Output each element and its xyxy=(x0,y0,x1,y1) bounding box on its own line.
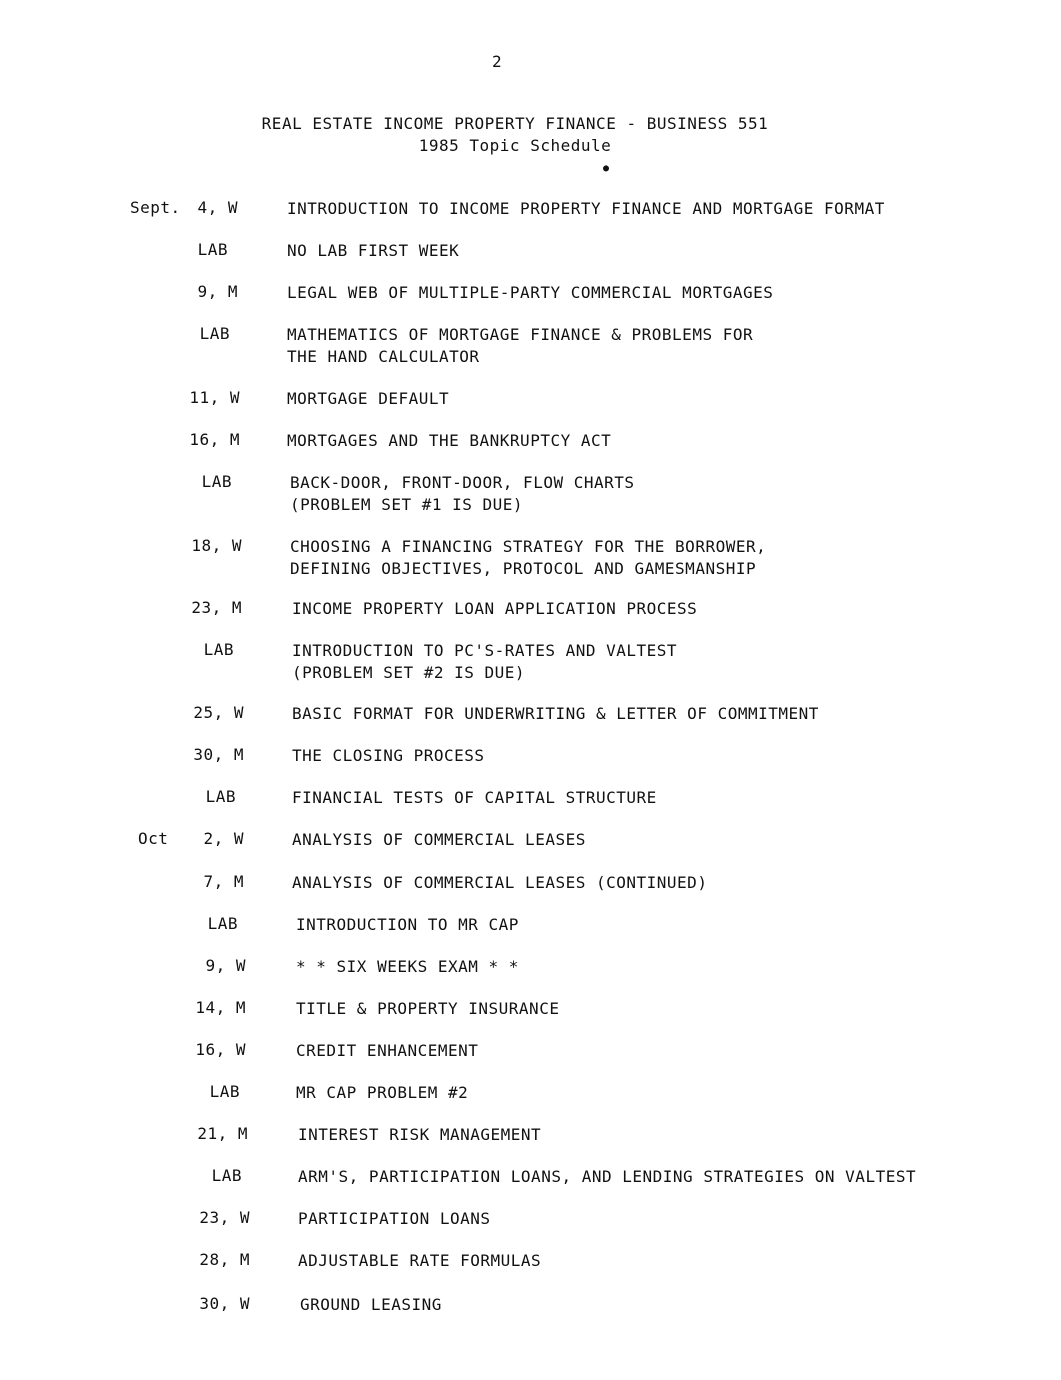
topic-line: ANALYSIS OF COMMERCIAL LEASES xyxy=(292,830,586,849)
session-date: LAB xyxy=(211,1166,242,1185)
session-topic xyxy=(298,1166,916,1188)
session-date: 30, W xyxy=(199,1294,250,1313)
schedule-row xyxy=(0,198,1061,242)
schedule-row xyxy=(0,956,1061,1000)
session-topic xyxy=(287,430,611,452)
session-date: LAB xyxy=(199,324,230,343)
schedule-row xyxy=(0,1208,1061,1252)
schedule-row xyxy=(0,472,1061,516)
session-topic xyxy=(292,640,677,684)
schedule-row xyxy=(0,536,1061,580)
schedule-row xyxy=(0,703,1061,747)
schedule-row xyxy=(0,1040,1061,1084)
session-date: 9, M xyxy=(197,282,238,301)
session-date: 2, W xyxy=(203,829,244,848)
topic-line: INCOME PROPERTY LOAN APPLICATION PROCESS xyxy=(292,599,698,618)
schedule-row xyxy=(0,787,1061,831)
topic-line: THE HAND CALCULATOR xyxy=(287,347,480,366)
session-date: 9, W xyxy=(205,956,246,975)
topic-line: LEGAL WEB OF MULTIPLE-PARTY COMMERCIAL MORTGAGES xyxy=(287,283,774,302)
session-topic xyxy=(296,1040,478,1062)
schedule-row xyxy=(0,640,1061,684)
session-date: 30, M xyxy=(193,745,244,764)
session-date: LAB xyxy=(207,914,238,933)
topic-line: GROUND LEASING xyxy=(300,1295,442,1314)
schedule-row xyxy=(0,1250,1061,1294)
session-topic xyxy=(296,956,519,978)
title-line-course: REAL ESTATE INCOME PROPERTY FINANCE - BUSINESS 551 xyxy=(261,114,769,133)
topic-line: NO LAB FIRST WEEK xyxy=(287,241,460,260)
stray-mark: ● xyxy=(603,163,610,174)
topic-line: MR CAP PROBLEM #2 xyxy=(296,1083,469,1102)
session-topic xyxy=(290,536,766,580)
session-date: 25, W xyxy=(193,703,244,722)
session-topic xyxy=(292,703,819,725)
session-topic xyxy=(296,914,519,936)
session-topic xyxy=(292,787,657,809)
session-topic xyxy=(292,745,485,767)
session-date: LAB xyxy=(203,640,234,659)
session-date: 23, W xyxy=(199,1208,250,1227)
topic-line: CHOOSING A FINANCING STRATEGY FOR THE BORROWER, xyxy=(290,537,767,556)
session-date: 21, M xyxy=(197,1124,248,1143)
schedule-row xyxy=(0,598,1061,642)
session-date: 16, W xyxy=(195,1040,246,1059)
topic-line: THE CLOSING PROCESS xyxy=(292,746,485,765)
session-date: 7, M xyxy=(203,872,244,891)
topic-line: INTRODUCTION TO INCOME PROPERTY FINANCE AND MORTGAGE FORMAT xyxy=(287,199,885,218)
schedule-row xyxy=(0,1294,1061,1338)
schedule-row xyxy=(0,914,1061,958)
session-date: LAB xyxy=(197,240,228,259)
schedule-row xyxy=(0,872,1061,916)
topic-line: BASIC FORMAT FOR UNDERWRITING & LETTER OF COMMITMENT xyxy=(292,704,819,723)
session-date: 4, W xyxy=(197,198,238,217)
topic-line: MORTGAGE DEFAULT xyxy=(287,389,450,408)
session-topic xyxy=(287,240,459,262)
schedule-row xyxy=(0,324,1061,368)
title-line-schedule: 1985 Topic Schedule xyxy=(418,136,612,155)
session-topic xyxy=(298,1124,541,1146)
session-topic xyxy=(287,324,753,368)
session-topic xyxy=(292,829,586,851)
topic-line: MATHEMATICS OF MORTGAGE FINANCE & PROBLEMS FOR xyxy=(287,325,754,344)
topic-line: (PROBLEM SET #1 IS DUE) xyxy=(290,495,524,514)
topic-line: TITLE & PROPERTY INSURANCE xyxy=(296,999,560,1018)
session-topic xyxy=(298,1250,541,1272)
session-topic xyxy=(292,598,697,620)
session-date: 16, M xyxy=(189,430,240,449)
month-label: Oct xyxy=(138,829,169,848)
schedule-row xyxy=(0,430,1061,474)
schedule-row xyxy=(0,1124,1061,1168)
schedule-row xyxy=(0,998,1061,1042)
topic-line: * * SIX WEEKS EXAM * * xyxy=(296,957,519,976)
page-number: 2 xyxy=(492,52,503,71)
schedule-row xyxy=(0,745,1061,789)
schedule-row xyxy=(0,1166,1061,1210)
topic-line: CREDIT ENHANCEMENT xyxy=(296,1041,479,1060)
topic-line: ADJUSTABLE RATE FORMULAS xyxy=(298,1251,542,1270)
session-topic xyxy=(296,1082,468,1104)
session-topic xyxy=(290,472,635,516)
session-topic xyxy=(287,282,773,304)
schedule-row xyxy=(0,1082,1061,1126)
topic-line: PARTICIPATION LOANS xyxy=(298,1209,491,1228)
topic-line: ANALYSIS OF COMMERCIAL LEASES (CONTINUED) xyxy=(292,873,708,892)
month-label: Sept. xyxy=(130,198,181,217)
document-title xyxy=(0,113,1030,157)
schedule-row xyxy=(0,282,1061,326)
topic-line: (PROBLEM SET #2 IS DUE) xyxy=(292,663,526,682)
schedule-row xyxy=(0,240,1061,284)
session-date: LAB xyxy=(201,472,232,491)
session-topic xyxy=(292,872,707,894)
topic-line: INTEREST RISK MANAGEMENT xyxy=(298,1125,542,1144)
session-topic xyxy=(296,998,559,1020)
session-date: 11, W xyxy=(189,388,240,407)
schedule-row xyxy=(0,829,1061,873)
topic-line: INTRODUCTION TO MR CAP xyxy=(296,915,519,934)
session-date: 14, M xyxy=(195,998,246,1017)
topic-line: DEFINING OBJECTIVES, PROTOCOL AND GAMESMANSHIP xyxy=(290,559,757,578)
session-topic xyxy=(287,388,449,410)
topic-line: INTRODUCTION TO PC'S-RATES AND VALTEST xyxy=(292,641,678,660)
session-date: LAB xyxy=(205,787,236,806)
session-topic xyxy=(287,198,885,220)
session-date: 28, M xyxy=(199,1250,250,1269)
session-topic xyxy=(298,1208,491,1230)
session-date: LAB xyxy=(209,1082,240,1101)
schedule-row xyxy=(0,388,1061,432)
session-date: 23, M xyxy=(191,598,242,617)
session-topic xyxy=(300,1294,442,1316)
topic-line: BACK-DOOR, FRONT-DOOR, FLOW CHARTS xyxy=(290,473,635,492)
topic-line: MORTGAGES AND THE BANKRUPTCY ACT xyxy=(287,431,612,450)
topic-line: FINANCIAL TESTS OF CAPITAL STRUCTURE xyxy=(292,788,657,807)
session-date: 18, W xyxy=(191,536,242,555)
topic-line: ARM'S, PARTICIPATION LOANS, AND LENDING STRATEGIES ON VALTEST xyxy=(298,1167,917,1186)
